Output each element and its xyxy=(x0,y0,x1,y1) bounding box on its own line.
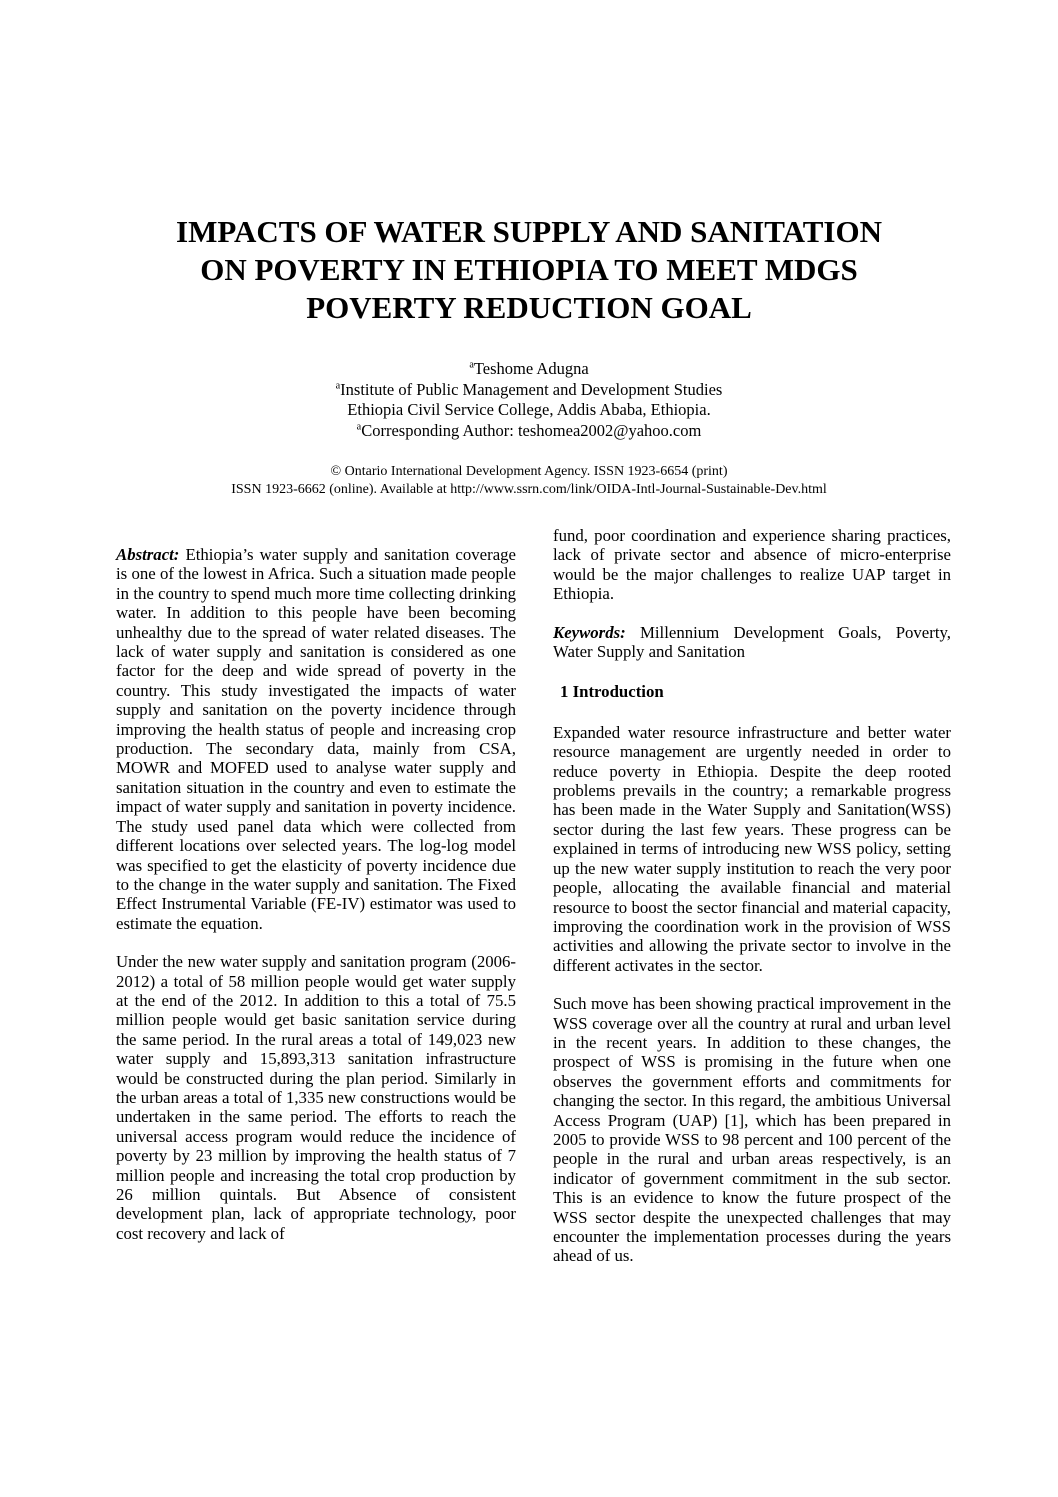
right-column xyxy=(553,526,951,1285)
author-affiliation-mark: a xyxy=(469,359,474,371)
abstract-paragraph-2: Under the new water supply and sanitation program (2006-2012) a total of 58 million people would get water supply at the end of the 2012. In addition to this a total of 75.5 million people would get basic sanitation service during the same period. In the rural areas a total of 149,023 new water supply and 15,893,313 sanitation infrastructure would be constructed during the plan period. Similarly in the urban areas a total of 1,335 new constructions would be undertaken in the same period. The efforts to reach the universal access program would reduce the incidence of poverty by 23 million by improving the health status of 7 million people and increasing the total crop production by 26 million quintals. But Absence of consistent development plan, lack of appropriate technology, poor cost recovery and lack of xyxy=(116,952,516,1243)
abstract-continuation-paragraph: fund, poor coordination and experience sharing practices, lack of private sector and absence of micro-enterprise would be the major challenges to realize UAP target in Ethiopia. xyxy=(553,526,951,604)
abstract-paragraph xyxy=(116,545,516,933)
paper-title-line-2: ON POVERTY IN ETHIOPIA TO MEET MDGS xyxy=(200,252,858,287)
affiliation-mark: a xyxy=(335,380,341,391)
journal-imprint xyxy=(0,463,1058,498)
keywords-text: Millennium Development Goals, Poverty, Water Supply and Sanitation xyxy=(553,622,951,662)
abstract-text: Ethiopia’s water supply and sanitation coverage is one of the lowest in Africa. Such a situation made people in the country to spend much more time collecting drinking water. In addition to this people have been becoming unhealthy due to the spread of water related diseases. The lack of water supply and sanitation is considered as one factor for the deep and wide spread of poverty in the country. This study investigated the impacts of water supply and sanitation on the poverty incidence through improving the health status of people and increasing crop production. The secondary data, mainly from CSA, MOWR and MOFED used to analyse water supply and sanitation situation in the country and even to estimate the impact of water supply and sanitation in poverty incidence. The study used panel data which were collected from different locations over selected years. The log-log model was specified to get the elasticity of poverty incidence due to the change in the water supply and sanitation. The Fixed Effect Instrumental Variable (FE-IV) estimator was used to estimate the equation. xyxy=(116,545,516,933)
left-column xyxy=(116,545,516,1262)
imprint-issn-url-line: ISSN 1923-6662 (online). Available at http://www.ssrn.com/link/OIDA-Intl-Journal-Sustainable-Dev.html xyxy=(231,481,827,497)
author-affiliation-1: Institute of Public Management and Development Studies xyxy=(340,379,723,399)
section-heading-introduction: 1 Introduction xyxy=(560,682,664,702)
abstract-label: Abstract: xyxy=(116,545,180,564)
author-affiliation-line-1 xyxy=(0,380,1058,401)
paper-title-line-3: POVERTY REDUCTION GOAL xyxy=(306,290,752,325)
corresponding-mark: a xyxy=(356,421,362,432)
introduction-paragraph-1: Expanded water resource infrastructure and better water resource management are urgently needed in order to reduce poverty in Ethiopia. Despite the deep rooted problems prevails in the country; a remarkable progress has been made in the Water Supply and Sanitation(WSS) sector during the last few years. These progress can be explained in terms of introducing new WSS policy, setting up the new water supply institution to reach the very poor people, allocating the available financial and material resource to boost the sector financial and material capacity, improving the coordination work in the provision of WSS activities and allowing the private sector to involve in the different activates in the sector. xyxy=(553,722,951,975)
author-affiliation-2: Ethiopia Civil Service College, Addis Ababa, Ethiopia. xyxy=(347,400,711,419)
paper-title-line-1: IMPACTS OF WATER SUPPLY AND SANITATION xyxy=(176,214,882,249)
introduction-paragraph-2: Such move has been showing practical improvement in the WSS coverage over all the country at rural and urban level in the recent years. In addition to these changes, the prospect of WSS is promising in the future when one observes the government efforts and commitments for changing the sector. In this regard, the ambitious Universal Access Program (UAP) [1], which has been prepared in 2005 to provide WSS to 98 percent and 100 percent of the people in the rural and urban areas respectively, is an indicator of government commitment in the sub sector. This is an evidence to know the future prospect of the WSS sector despite the unexpected challenges that may encounter the implementation processes during the years ahead of us. xyxy=(553,994,951,1266)
author-name: Teshome Adugna xyxy=(473,359,589,378)
paper-title xyxy=(0,213,1058,327)
author-name-line xyxy=(0,359,1058,380)
author-block xyxy=(0,359,1058,441)
author-affiliation-line-2 xyxy=(0,400,1058,421)
keywords-paragraph xyxy=(553,623,951,662)
corresponding-author: Corresponding Author: teshomea2002@yahoo.com xyxy=(361,420,702,440)
keywords-label: Keywords: xyxy=(553,622,626,642)
corresponding-author-line xyxy=(0,421,1058,442)
imprint-copyright-line: © Ontario International Development Agency. ISSN 1923-6654 (print) xyxy=(330,464,728,479)
